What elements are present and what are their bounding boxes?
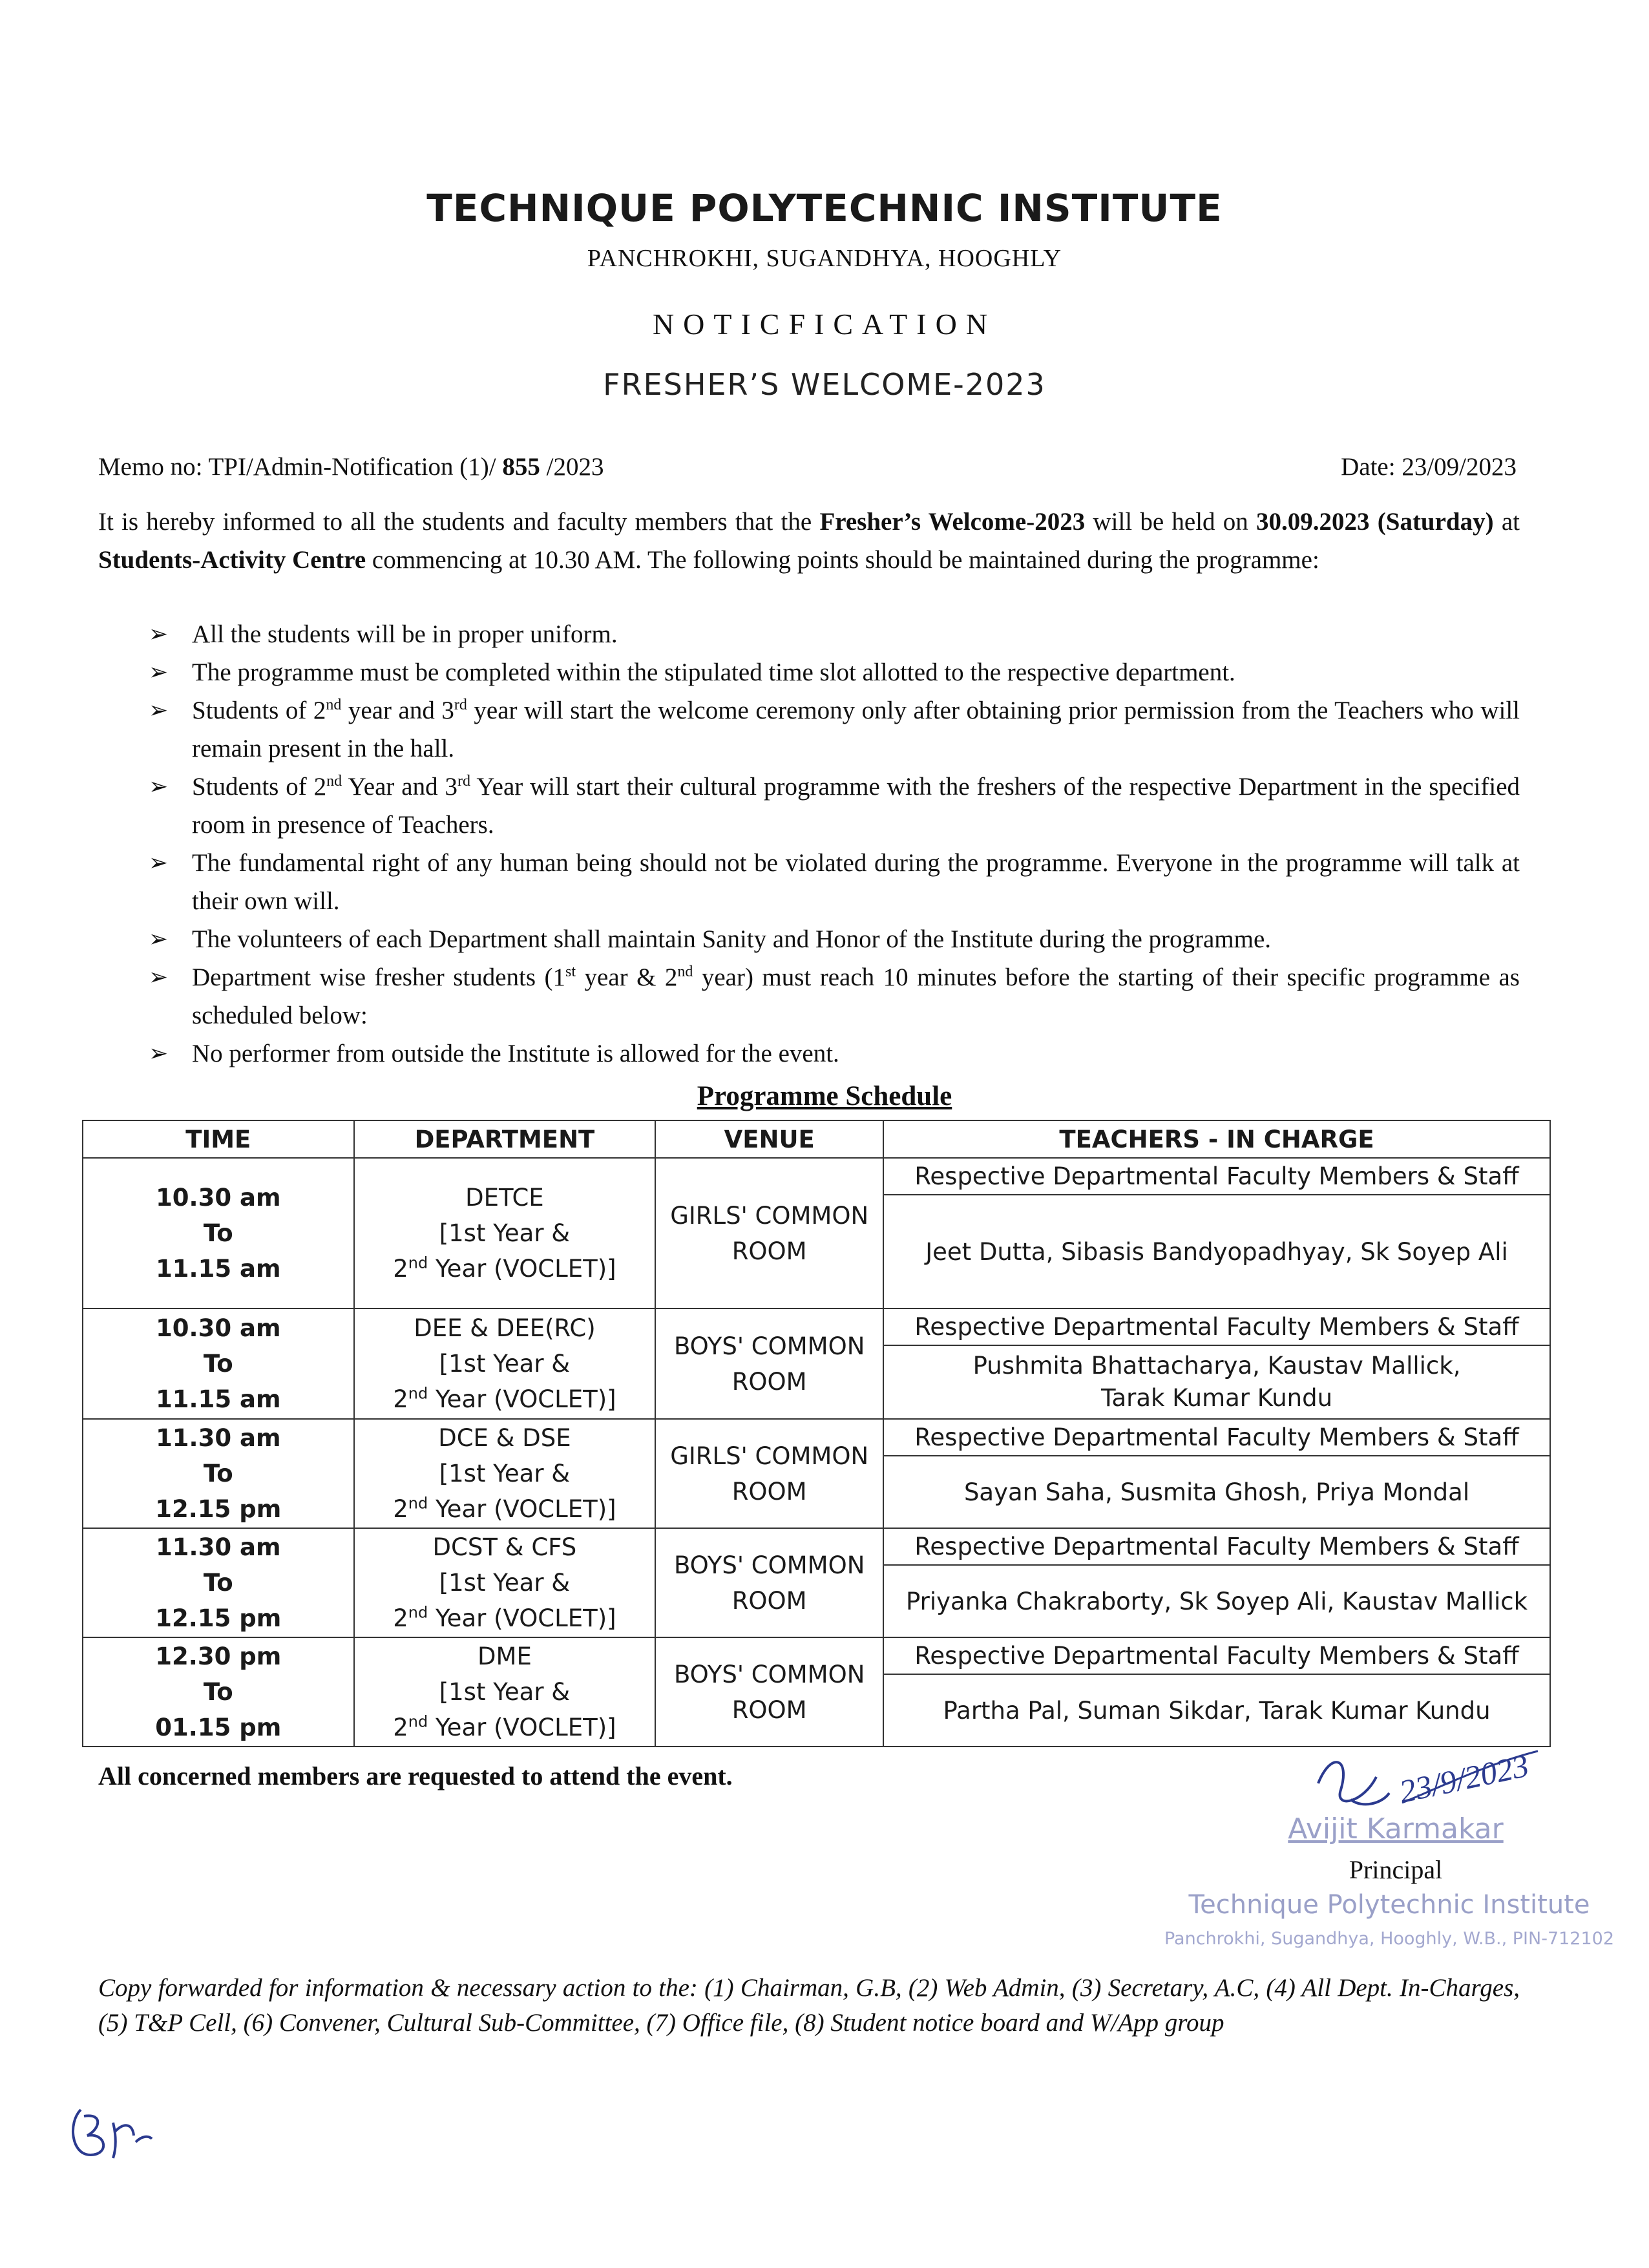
header-teachers: TEACHERS - IN CHARGE	[883, 1120, 1550, 1158]
arrow-bullet-icon: ➢	[149, 773, 169, 800]
arrow-bullet-icon: ➢	[149, 621, 169, 647]
responsible-cell: Respective Departmental Faculty Members & Staff	[883, 1308, 1550, 1345]
venue-cell: GIRLS' COMMON ROOM	[655, 1419, 883, 1528]
department-cell: DETCE [1st Year & 2nd Year (VOCLET)]	[354, 1158, 656, 1308]
responsible-cell: Respective Departmental Faculty Members & Staff	[883, 1637, 1550, 1674]
header-venue: VENUE	[655, 1120, 883, 1158]
time-cell: 10.30 am To 11.15 am	[83, 1158, 354, 1308]
event-title: FRESHER’S WELCOME-2023	[603, 367, 1046, 402]
list-item: ➢ No performer from outside the Institute is allowed for the event.	[149, 1034, 1520, 1073]
intro-text-3: at	[1493, 508, 1520, 536]
department-cell: DEE & DEE(RC) [1st Year & 2nd Year (VOCLET)]	[354, 1308, 656, 1419]
list-item: ➢ All the students will be in proper uniform.	[149, 615, 1520, 653]
venue-cell: BOYS' COMMON ROOM	[655, 1528, 883, 1637]
arrow-bullet-icon: ➢	[149, 926, 169, 952]
table-row	[83, 1528, 1550, 1565]
department-cell: DCST & CFS [1st Year & 2nd Year (VOCLET)]	[354, 1528, 656, 1637]
teachers-cell: Sayan Saha, Susmita Ghosh, Priya Mondal	[883, 1456, 1550, 1528]
arrow-bullet-icon: ➢	[149, 659, 169, 686]
memo-line	[98, 452, 1517, 481]
list-item: ➢ Students of 2nd year and 3rd year will start the welcome ceremony only after obtaining prior permission from the Teachers who will remain present in the hall.	[149, 691, 1520, 768]
table-row	[83, 1637, 1550, 1674]
arrow-bullet-icon: ➢	[149, 964, 169, 991]
arrow-bullet-icon: ➢	[149, 1040, 169, 1067]
responsible-cell: Respective Departmental Faculty Members & Staff	[883, 1158, 1550, 1195]
responsible-cell: Respective Departmental Faculty Members & Staff	[883, 1419, 1550, 1456]
intro-event: Fresher’s Welcome-2023	[819, 508, 1086, 536]
table-header-row	[83, 1120, 1550, 1158]
list-item: ➢ The fundamental right of any human being should not be violated during the programme. Everyone in the programme will talk at their own will.	[149, 844, 1520, 920]
list-item: ➢ The programme must be completed within the stipulated time slot allotted to the respective department.	[149, 653, 1520, 691]
initials-mark	[61, 2097, 165, 2168]
arrow-bullet-icon: ➢	[149, 697, 169, 724]
teachers-cell: Partha Pal, Suman Sikdar, Tarak Kumar Kundu	[883, 1674, 1550, 1747]
list-item: ➢ Students of 2nd Year and 3rd Year will start their cultural programme with the freshers of the respective Department in the specified room in presence of Teachers.	[149, 768, 1520, 844]
arrow-bullet-icon: ➢	[149, 850, 169, 876]
institute-address: PANCHROKHI, SUGANDHYA, HOOGHLY	[587, 245, 1062, 272]
intro-venue: Students-Activity Centre	[98, 546, 366, 574]
intro-text-1: It is hereby informed to all the students and faculty members that the	[98, 508, 820, 536]
guidelines-list	[149, 615, 1520, 1073]
closing-statement: All concerned members are requested to attend the event.	[98, 1761, 733, 1790]
venue-cell: BOYS' COMMON ROOM	[655, 1308, 883, 1419]
intro-text-4: commencing at 10.30 AM. The following points should be maintained during the programme:	[366, 546, 1319, 574]
list-item: ➢ The volunteers of each Department shall maintain Sanity and Honor of the Institute during the programme.	[149, 920, 1520, 958]
venue-cell: GIRLS' COMMON ROOM	[655, 1158, 883, 1308]
teachers-cell: Pushmita Bhattacharya, Kaustav Mallick, Tarak Kumar Kundu	[883, 1345, 1550, 1419]
signature-date: 23/9/2023	[1396, 1747, 1532, 1810]
institute-name: TECHNIQUE POLYTECHNIC INSTITUTE	[426, 186, 1223, 230]
notification-title: NOTICFICATION	[652, 308, 997, 341]
schedule-table	[82, 1120, 1551, 1747]
memo-number: 855	[502, 453, 540, 481]
time-cell: 11.30 am To 12.15 pm	[83, 1419, 354, 1528]
header-department: DEPARTMENT	[354, 1120, 656, 1158]
time-cell: 10.30 am To 11.15 am	[83, 1308, 354, 1419]
time-cell: 12.30 pm To 01.15 pm	[83, 1637, 354, 1747]
teachers-cell: Jeet Dutta, Sibasis Bandyopadhyay, Sk Soyep Ali	[883, 1195, 1550, 1308]
department-cell: DCE & DSE [1st Year & 2nd Year (VOCLET)]	[354, 1419, 656, 1528]
stamp-name: Avijit Karmakar	[1288, 1812, 1504, 1845]
time-cell: 11.30 am To 12.15 pm	[83, 1528, 354, 1637]
venue-cell: BOYS' COMMON ROOM	[655, 1637, 883, 1747]
intro-text-2: will be held on	[1085, 508, 1257, 536]
memo-date: Date: 23/09/2023	[1341, 453, 1517, 481]
list-item: ➢ Department wise fresher students (1st year & 2nd year) must reach 10 minutes before the starting of their specific programme as scheduled below:	[149, 958, 1520, 1034]
copy-forwarded: Copy forwarded for information & necessary action to the: (1) Chairman, G.B, (2) Web Admin, (3) Secretary, A.C, (4) All Dept. In-Charges, (5) T&P Cell, (6) Convener, Cultural Sub-Committee, (7) Office file, (8) Student notice board and W/App group	[98, 1974, 1520, 2037]
teachers-cell: Priyanka Chakraborty, Sk Soyep Ali, Kaustav Mallick	[883, 1565, 1550, 1637]
intro-date: 30.09.2023 (Saturday)	[1256, 508, 1494, 536]
schedule-title: Programme Schedule	[697, 1081, 952, 1111]
department-cell: DME [1st Year & 2nd Year (VOCLET)]	[354, 1637, 656, 1747]
memo-prefix: Memo no: TPI/Admin-Notification (1)/	[98, 453, 503, 481]
stamp-address: Panchrokhi, Sugandhya, Hooghly, W.B., PIN-712102	[1164, 1929, 1615, 1949]
responsible-cell: Respective Departmental Faculty Members & Staff	[883, 1528, 1550, 1565]
table-row	[83, 1308, 1550, 1345]
table-row	[83, 1158, 1550, 1195]
designation: Principal	[1349, 1855, 1443, 1884]
header-time: TIME	[83, 1120, 354, 1158]
memo-suffix: /2023	[540, 453, 604, 481]
intro-paragraph	[98, 503, 1520, 579]
table-row	[83, 1419, 1550, 1456]
stamp-institute: Technique Polytechnic Institute	[1188, 1890, 1590, 1920]
